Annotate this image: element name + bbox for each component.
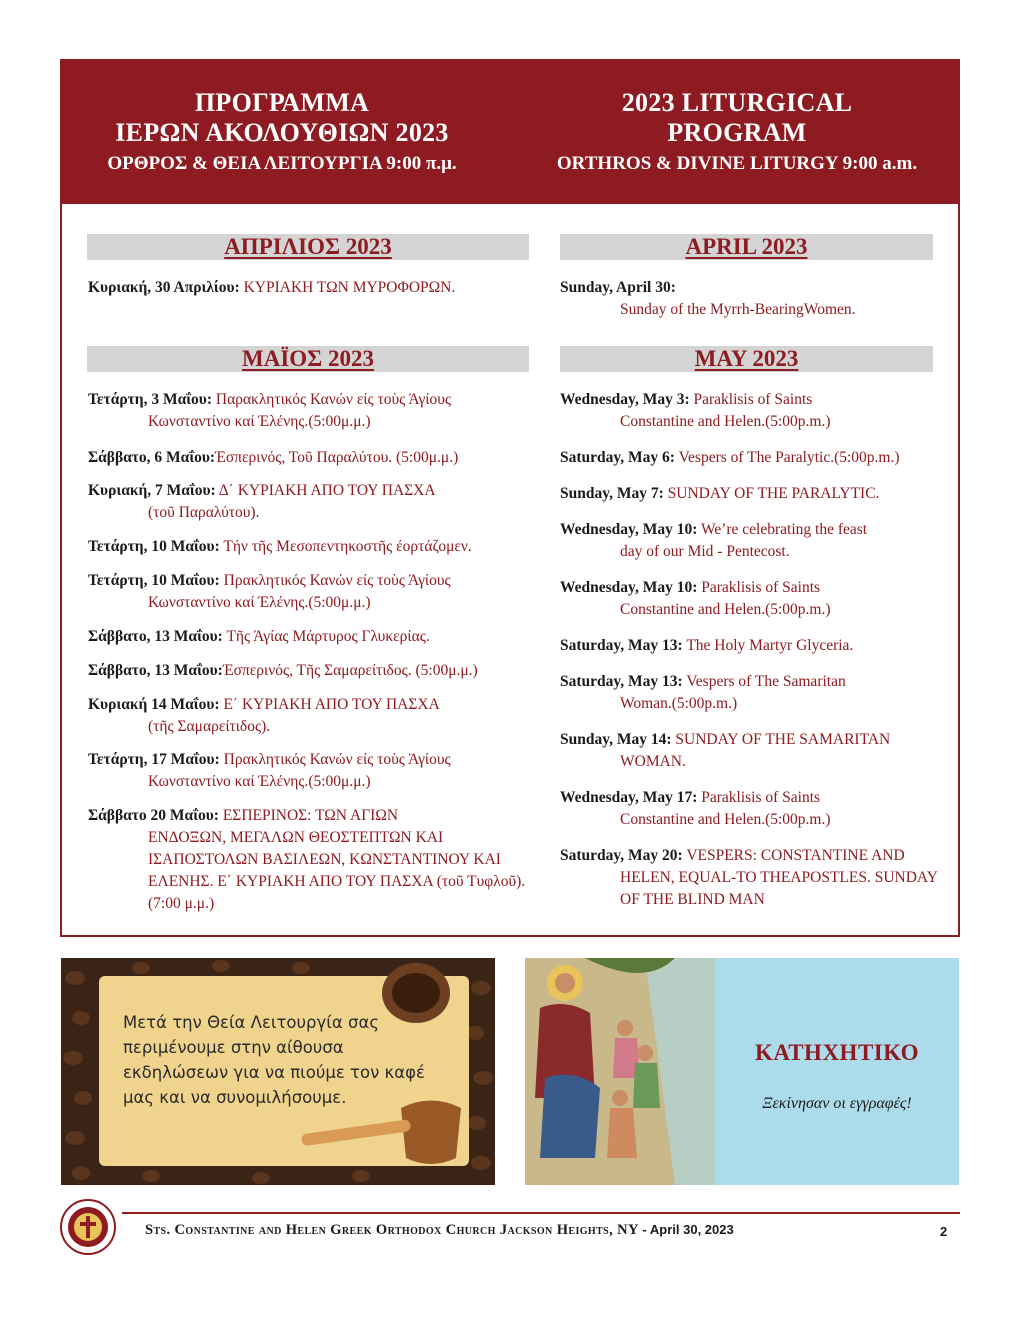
english-may-entry: [560, 635, 950, 657]
entry-event: Paraklisis of Saints: [697, 579, 821, 596]
english-header: [522, 88, 952, 178]
greek-may-entry: [88, 660, 538, 682]
entry-date: Sunday, May 7:: [560, 485, 664, 502]
header-banner: [62, 61, 958, 204]
entry-event: SUNDAY OF THE PARALYTIC.: [663, 485, 880, 502]
church-seal-icon: [60, 1199, 116, 1255]
english-may-entry: [560, 483, 950, 505]
english-april-entry: [560, 277, 950, 321]
entry-event: VESPERS: CONSTANTINE AND: [682, 847, 905, 864]
entry-date: Τετάρτη, 10 Μαΐου:: [88, 538, 220, 555]
greek-may-entry: [88, 694, 538, 738]
entry-event: Έσπερινός, Τῆς Σαμαρείτιδος. (5:00μ.μ.): [222, 662, 478, 679]
english-may-entry: [560, 671, 950, 715]
entry-date: Saturday, May 13:: [560, 637, 683, 654]
entry-continuation: day of our Mid - Pentecost.: [620, 543, 790, 560]
english-may-entry: [560, 577, 950, 621]
entry-date: Sunday, May 14:: [560, 731, 672, 748]
christ-with-children-icon: [525, 958, 715, 1185]
greek-may-entry: [88, 389, 538, 433]
entry-date: Κυριακή, 7 Μαΐου:: [88, 482, 216, 499]
entry-continuation: Κωνσταντίνο καί Έλένης.(5:00μ.μ.): [148, 773, 371, 790]
english-may-heading: MAY 2023: [560, 346, 933, 372]
entry-event: Παρακλητικός Κανών είς τοὺς Άγίους: [212, 391, 452, 408]
entry-event: Τῆς Άγίας Μάρτυρος Γλυκερίας.: [222, 628, 430, 645]
footer-date: - April 30, 2023: [642, 1222, 734, 1237]
entry-date: Saturday, May 20:: [560, 847, 683, 864]
entry-continuation: HELEN, EQUAL-TO THEAPOSTLES. SUNDAY OF THE BLIND MAN: [620, 869, 938, 908]
entry-date: Σάββατο, 13 Μαΐου:: [88, 628, 223, 645]
entry-event: Ε΄ ΚΥΡΙΑΚΗ ΑΠΟ ΤΟΥ ΠΑΣΧΑ: [219, 696, 440, 713]
english-may-entry: [560, 447, 950, 469]
entry-date: Wednesday, May 10:: [560, 579, 698, 596]
entry-continuation: WOMAN.: [620, 753, 686, 770]
entry-continuation: ΕΝΔΟΞΩΝ, ΜΕΓΑΛΩΝ ΘΕΟΣΤΕΠΤΩΝ ΚΑΙ ΙΣΑΠΟΣΤΟΛΩΝ ΒΑΣΙΛΕΩΝ, ΚΩΝΣΤΑΝΤΙΝΟΥ ΚΑΙ ΕΛΕΝΗΣ. Ε΄ ΚΥΡΙΑΚΗ ΑΠΟ ΤΟΥ ΠΑΣΧΑ (τοῦ Τυφλοῦ). (7:00 μ.μ.): [148, 829, 526, 912]
greek-may-entry: [88, 536, 538, 558]
entry-continuation: Sunday of the Myrrh-BearingWomen.: [620, 301, 856, 318]
entry-event: Paraklisis of Saints: [697, 789, 821, 806]
entry-event: Τήν τῆς Μεσοπεντηκοστῆς έορτάζομεν.: [219, 538, 472, 555]
greek-april-entry: [88, 277, 538, 299]
catechism-title: ΚΑΤΗΧΗΤΙΚΟ: [754, 1040, 920, 1065]
entry-continuation: (τῆς Σαμαρείτιδος).: [148, 718, 271, 735]
entry-event: The Holy Martyr Glyceria.: [682, 637, 854, 654]
entry-event: ΚΥΡΙΑΚΗ ΤΩΝ ΜΥΡΟΦΟΡΩΝ.: [239, 279, 456, 296]
english-april-heading: APRIL 2023: [560, 234, 933, 260]
entry-date: Σάββατο 20 Μαΐου:: [88, 807, 219, 824]
entry-continuation: Constantine and Helen.(5:00p.m.): [620, 413, 831, 430]
footer-church-name: Sts. Constantine and Helen Greek Orthodox Church: [145, 1222, 496, 1238]
english-may-entry: [560, 729, 950, 773]
greek-may-heading: ΜΑΪΟΣ 2023: [87, 346, 529, 372]
greek-subtitle: ΟΡΘΡΟΣ & ΘΕΙΑ ΛΕΙΤΟΥΡΓΙΑ 9:00 π.μ.: [107, 153, 457, 174]
page-number: 2: [940, 1224, 948, 1239]
entry-continuation: Κωνσταντίνο καί Έλένης.(5:00μ.μ.): [148, 413, 371, 430]
english-subtitle: ORTHROS & DIVINE LITURGY 9:00 a.m.: [556, 153, 918, 174]
greek-header: [67, 88, 497, 178]
entry-event: Πρακλητικός Κανών είς τοὺς Άγίους: [219, 751, 451, 768]
entry-continuation: Constantine and Helen.(5:00p.m.): [620, 811, 831, 828]
footer-divider: [122, 1212, 960, 1214]
greek-may-entry: [88, 626, 538, 648]
coffee-hour-ad: [61, 958, 495, 1185]
english-title-line-1: 2023 LITURGICAL: [621, 88, 853, 117]
entry-date: Σάββατο, 13 Μαΐου:: [88, 662, 223, 679]
entry-continuation: Constantine and Helen.(5:00p.m.): [620, 601, 831, 618]
greek-may-entry: [88, 570, 538, 614]
entry-date: Κυριακή, 30 Απριλίου:: [88, 279, 240, 296]
english-may-entry: [560, 845, 950, 911]
footer-location: Jackson Heights, NY: [499, 1222, 639, 1238]
entry-date: Τετάρτη, 17 Μαΐου:: [88, 751, 220, 768]
entry-event: SUNDAY OF THE SAMARITAN: [671, 731, 891, 748]
entry-date: Σάββατο, 6 Μαΐου:: [88, 449, 216, 466]
catechism-ad: [525, 958, 959, 1185]
footer-church-line: [145, 1222, 734, 1239]
entry-event: We’re celebrating the feast: [697, 521, 868, 538]
entry-event: Πρακλητικός Κανών είς τοὺς Άγίους: [219, 572, 451, 589]
entry-date: Sunday, April 30:: [560, 279, 676, 296]
greek-april-heading: ΑΠΡΙΛΙΟΣ 2023: [87, 234, 529, 260]
entry-continuation: (τοῦ Παραλύτου).: [148, 504, 260, 521]
entry-event: Δ΄ ΚΥΡΙΑΚΗ ΑΠΟ ΤΟΥ ΠΑΣΧΑ: [215, 482, 436, 499]
entry-date: Wednesday, May 3:: [560, 391, 690, 408]
coffee-ad-text: Μετά την Θεία Λειτουργία σας περιμένουμε στην αίθουσα εκδηλώσεων για να πιούμε τον καφέ μας και να συνομιλήσουμε.: [123, 1013, 425, 1107]
catechism-subtitle: Ξεκίνησαν οι εγγραφές!: [762, 1095, 912, 1112]
entry-date: Saturday, May 13:: [560, 673, 683, 690]
entry-event: Paraklisis of Saints: [689, 391, 813, 408]
greek-title-line-2: ΙΕΡΩΝ ΑΚΟΛΟΥΘΙΩΝ 2023: [115, 118, 449, 147]
entry-event: Vespers of The Paralytic.(5:00p.m.): [674, 449, 900, 466]
entry-date: Κυριακή 14 Μαΐου:: [88, 696, 220, 713]
english-may-entry: [560, 519, 950, 563]
entry-date: Wednesday, May 17:: [560, 789, 698, 806]
english-title-line-2: PROGRAM: [667, 118, 807, 147]
entry-continuation: Κωνσταντίνο καί Έλένης.(5:00μ.μ.): [148, 594, 371, 611]
greek-may-entry: [88, 749, 538, 793]
entry-date: Wednesday, May 10:: [560, 521, 698, 538]
greek-may-entry: [88, 805, 538, 915]
english-may-entry: [560, 787, 950, 831]
english-may-entry: [560, 389, 950, 433]
entry-date: Saturday, May 6:: [560, 449, 675, 466]
entry-event: Vespers of The Samaritan: [682, 673, 846, 690]
entry-date: Τετάρτη, 10 Μαΐου:: [88, 572, 220, 589]
entry-event: Έσπερινός, Τοῦ Παραλύτου. (5:00μ.μ.): [215, 449, 459, 466]
greek-may-entry: [88, 480, 538, 524]
entry-event: ΕΣΠΕΡΙΝΟΣ: ΤΩΝ ΑΓΙΩΝ: [218, 807, 399, 824]
entry-continuation: Woman.(5:00p.m.): [620, 695, 738, 712]
greek-title-line-1: ΠΡΟΓΡΑΜΜΑ: [194, 88, 370, 117]
entry-date: Τετάρτη, 3 Μαΐου:: [88, 391, 213, 408]
greek-may-entry: [88, 447, 538, 469]
